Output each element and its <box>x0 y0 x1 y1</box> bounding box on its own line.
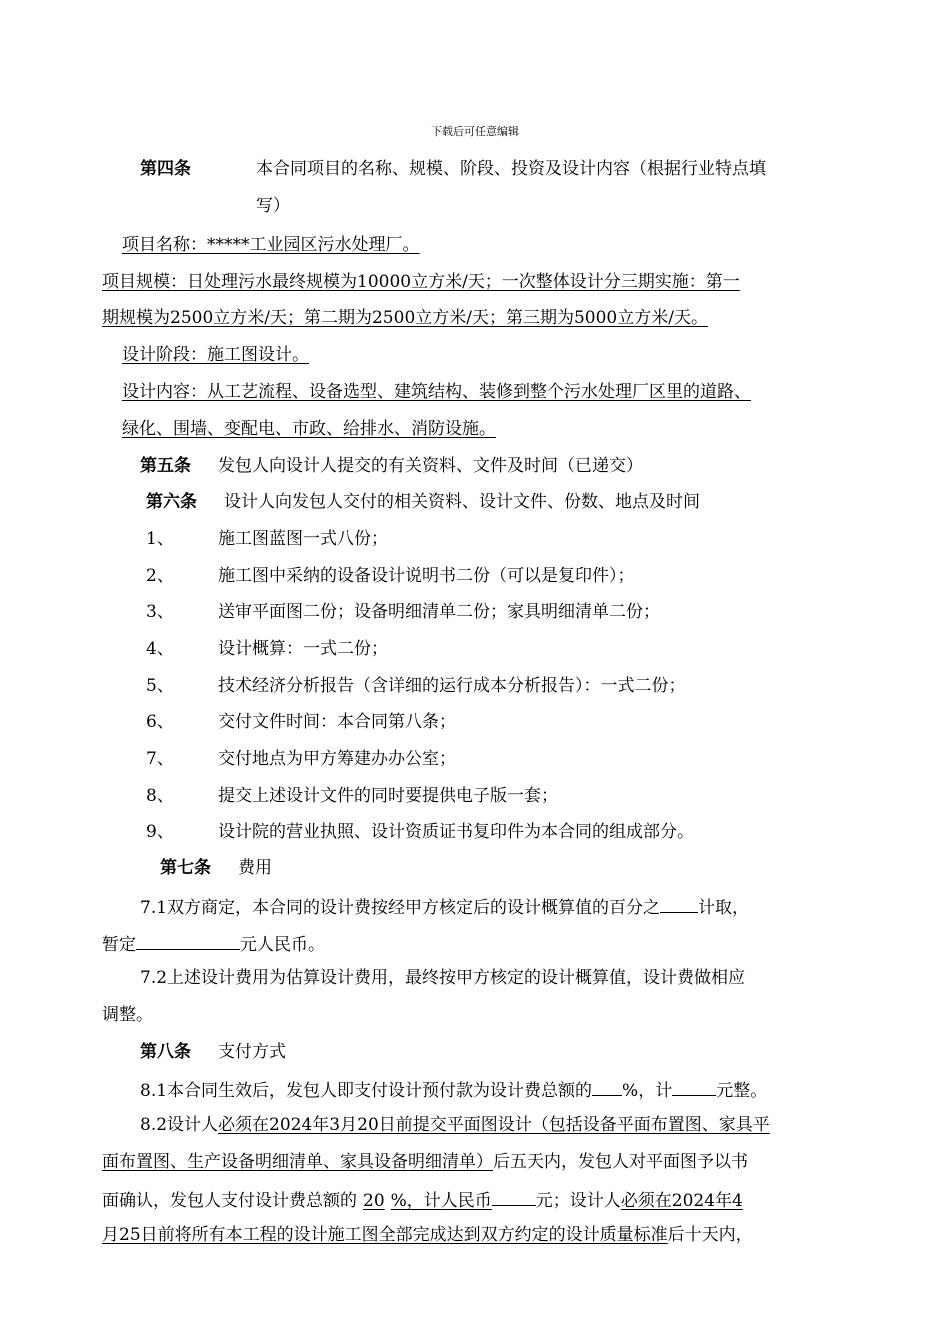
article-5-title: 第五条 <box>140 456 191 476</box>
clause-text: 计取， <box>698 898 750 918</box>
list-item: 交付地点为甲方筹建办办公室； <box>218 749 456 769</box>
clause-text: 8.1本合同生效后，发包人即支付设计预付款为设计费总额的 <box>140 1081 593 1101</box>
item-number: 1、 <box>146 529 174 549</box>
project-scale-cont: 期规模为2500立方米/天；第二期为2500立方米/天；第三期为5000立方米/天。 <box>102 308 708 328</box>
design-content: 设计内容：从工艺流程、设备选型、建筑结构、装修到整个污水处理厂区里的道路、 <box>122 382 751 402</box>
article-8-text: 支付方式 <box>218 1042 286 1062</box>
clause-text: 元；设计人 <box>535 1191 621 1211</box>
clause-7-2: 7.2上述设计费用为估算设计费用，最终按甲方核定的设计概算值，设计费做相应 <box>140 968 746 988</box>
clause-8-2-cont <box>102 1187 743 1212</box>
article-4-title: 第四条 <box>140 159 191 179</box>
item-number: 8、 <box>146 786 174 806</box>
page-header: 下载后可任意编辑 <box>431 125 519 138</box>
design-stage: 设计阶段：施工图设计。 <box>122 345 309 365</box>
list-item: 施工图蓝图一式八份； <box>218 529 388 549</box>
clause-7-2-cont: 调整。 <box>102 1005 153 1025</box>
list-item: 送审平面图二份；设备明细清单二份；家具明细清单二份； <box>218 602 660 622</box>
item-number: 2、 <box>146 566 174 586</box>
article-4-text: 本合同项目的名称、规模、阶段、投资及设计内容（根据行业特点填 <box>256 159 766 179</box>
clause-text: %，计 <box>622 1081 673 1101</box>
clause-8-2 <box>140 1114 770 1136</box>
clause-text: 月25日前将所有本工程的设计施工图全部完成达到双方约定的设计质量标准 <box>102 1225 668 1245</box>
article-7-title: 第七条 <box>160 858 211 878</box>
article-7-text: 费用 <box>238 858 272 878</box>
item-number: 3、 <box>146 602 174 622</box>
item-number: 4、 <box>146 639 174 659</box>
project-name: 项目名称：*****工业园区污水处理厂。 <box>122 235 420 255</box>
blank-field <box>660 894 698 913</box>
list-item: 设计概算：一式二份； <box>218 639 388 659</box>
clause-text: 面确认，发包人支付设计费总额的 <box>102 1191 357 1211</box>
project-scale: 项目规模：日处理污水最终规模为10000立方米/天；一次整体设计分三期实施：第一 <box>102 272 740 292</box>
filled-percent: 20 <box>363 1191 385 1211</box>
article-6-text: 设计人向发包人交付的相关资料、设计文件、份数、地点及时间 <box>224 492 700 512</box>
clause-8-2-cont <box>102 1151 748 1173</box>
clause-text: 后十天内， <box>667 1225 753 1245</box>
clause-text: 后五天内，发包人对平面图予以书 <box>493 1152 748 1172</box>
item-number: 6、 <box>146 712 174 732</box>
article-8-title: 第八条 <box>140 1042 191 1062</box>
clause-text: 人民币 <box>440 1191 492 1211</box>
clause-text: %，计 <box>390 1191 441 1211</box>
clause-7-1 <box>140 894 749 919</box>
article-6-title: 第六条 <box>146 492 197 512</box>
blank-field <box>672 1077 716 1096</box>
clause-text: 必须在2024年4 <box>620 1191 743 1211</box>
clause-text: 元整。 <box>716 1081 768 1101</box>
list-item: 提交上述设计文件的同时要提供电子版一套； <box>218 786 558 806</box>
clause-text: 暂定 <box>102 935 136 955</box>
clause-8-2-cont <box>102 1224 753 1246</box>
blank-field <box>136 931 240 950</box>
blank-field <box>592 1077 622 1096</box>
list-item: 设计院的营业执照、设计资质证书复印件为本合同的组成部分。 <box>218 822 694 842</box>
item-number: 5、 <box>146 676 174 696</box>
design-content-cont: 绿化、围墙、变配电、市政、给排水、消防设施。 <box>122 419 496 439</box>
clause-text: 必须在2024年3月20日前提交平面图设计（包括设备平面布置图、家具平 <box>218 1115 770 1135</box>
clause-text: 面布置图、生产设备明细清单、家具设备明细清单） <box>102 1152 493 1172</box>
list-item: 交付文件时间：本合同第八条； <box>218 712 456 732</box>
blank-field <box>492 1187 536 1206</box>
list-item: 技术经济分析报告（含详细的运行成本分析报告）：一式二份； <box>218 676 686 696</box>
clause-text: 8.2设计人 <box>140 1115 219 1135</box>
clause-text: 元人民币。 <box>240 935 325 955</box>
item-number: 9、 <box>146 822 174 842</box>
article-5-text: 发包人向设计人提交的有关资料、文件及时间（已递交） <box>218 456 643 476</box>
list-item: 施工图中采纳的设备设计说明书二份（可以是复印件）； <box>218 566 635 586</box>
clause-7-1-cont <box>102 931 325 956</box>
clause-8-1 <box>140 1077 767 1102</box>
item-number: 7、 <box>146 749 174 769</box>
clause-text: 7.1双方商定，本合同的设计费按经甲方核定后的设计概算值的百分之 <box>140 898 661 918</box>
article-4-text-cont: 写） <box>256 196 290 216</box>
